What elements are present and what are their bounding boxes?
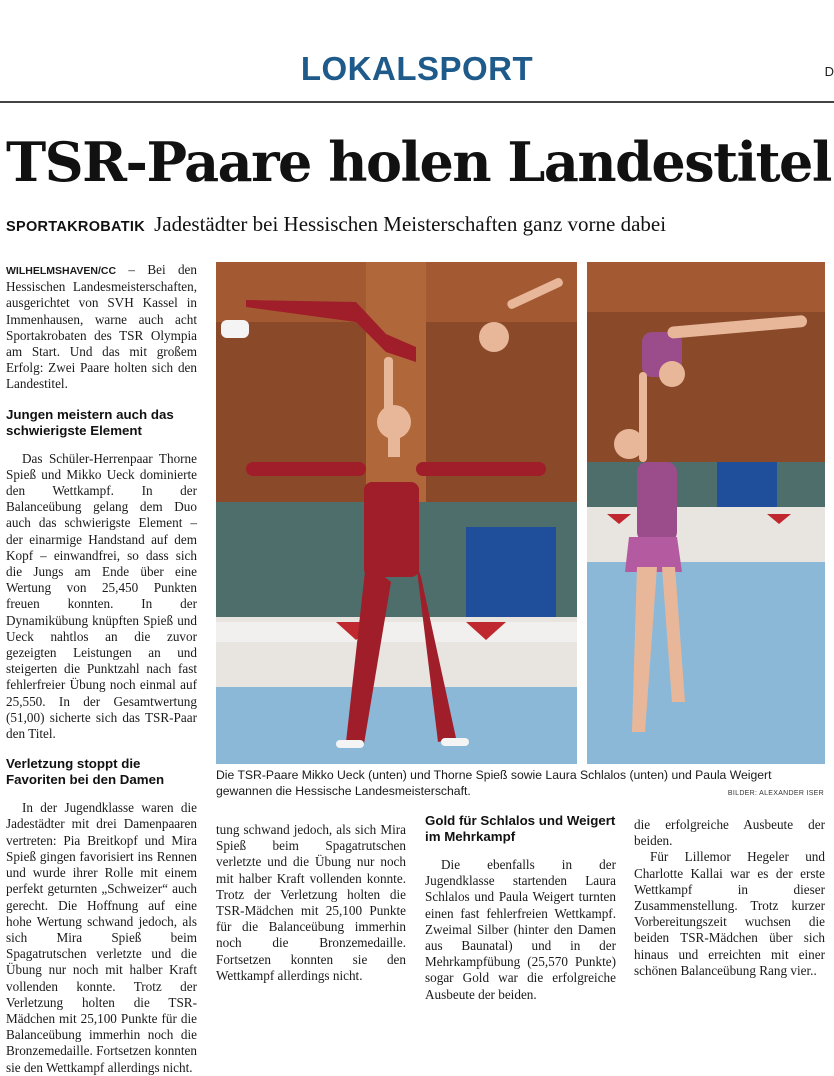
photo-caption: Die TSR-Paare Mikko Ueck (unten) und Thorne Spieß sowie Laura Schlalos (unten) und Paula Weigert gewannen die Hessische Landesmeisterschaft. — [216, 768, 772, 798]
photo-boys-pair — [216, 262, 577, 764]
page-header — [0, 0, 834, 104]
paragraph-verletzung: In der Jugendklasse waren die Jadestädter mit drei Damenpaaren vertreten: Pia Breitkopf und Mira Spieß gingen favorisiert ins Rennen und wurde ihrer Rolle mit einem perfekt geturnten „Schweizer“ auch gerecht. Die Hoffnung auf eine hohe Wertung schwand jedoch, als sich Mira Spieß beim Spagatrutschen verletzte und die Übung nur noch mit halber Kraft vollenden konnte. Trotz der Verletzung holten die TSR-Mädchen mit 25,100 Punkte für die Balanceübung immerhin noch die Bronzemedaille. Fortsetzen konnten sie den Wettkampf allerdings nicht. — [6, 800, 197, 1075]
paragraph-hegeler: Für Lillemor Hegeler und Charlotte Kallai war es der erste Wettkampf in dieser Zusammenstellung. Trotz kurzer Vorbereitungszeit wuchsen die beiden TSR-Mädchen über sich hinaus und erreichten mit einer schönen Balanceübung Rang vier.. — [634, 849, 825, 978]
paragraph-gold-cont: die erfolgreiche Ausbeute der beiden. — [634, 817, 825, 849]
article-column-3 — [425, 805, 616, 1002]
article-intro: WILHELMSHAVEN/CC – Bei den Hessischen Landesmeisterschaften, ausgerichtet von SVH Kassel in Immenhausen, warne auch acht Sportakrobaten des TSR Olympia am Start. Und das mit großem Erfolg: Zwei Paare holten sich den Landestitel. — [6, 262, 197, 392]
paragraph-jungen: Das Schüler-Herrenpaar Thorne Spieß und Mikko Ueck dominierte den Wettkampf. In der Balanceübung gelang dem Duo auch das schwierigste Element – der einarmige Handstand auf dem Kopf – einwandfrei, so dass sich die Jungs am Ende über eine Wertung von 25,450 Punkten freuen konnten. In der Dynamikübung knüpften Spieß und Ueck nahtlos an die zuvor gezeigten Leistungen an und steigerten die Punktzahl nach fast fehlerfreier Übung noch einmal auf 25,550. In der Gesamtwertung (51,00) sicherte sich das TSR-Paar den Titel. — [6, 450, 197, 742]
page-mark: D — [824, 64, 834, 79]
article-column-4 — [634, 817, 825, 979]
header-rule — [0, 101, 834, 103]
photo-credit: BILDER: ALEXANDER ISER — [727, 790, 824, 797]
article-kicker: SPORTAKROBATIK — [6, 219, 145, 235]
article-deck: Jadestädter bei Hessischen Meisterschaften ganz vorne dabei — [154, 212, 667, 236]
article-column-2 — [216, 822, 406, 984]
paragraph-gold: Die ebenfalls in der Jugendklasse startenden Laura Schlalos und Paula Weigert turnten einen fast fehlerfreien Wettkampf. Zweimal Silber (hinter den Damen aus Baunatal) und in der Mehrkampfübung (25,570 Punkte) sogar Gold war die erfolgreiche Ausbeute der beiden. — [425, 857, 616, 1002]
section-title: LOKALSPORT — [300, 50, 534, 87]
article-column-1 — [6, 262, 197, 1075]
paragraph-verletzung-cont: tung schwand jedoch, als sich Mira Spieß beim Spagatrutschen verletzte und die Übung nur noch mit halber Kraft vollenden konnte. Trotz der Verletzung holten die TSR-Mädchen mit 25,100 Punkte für die Balanceübung immerhin noch die Bronzemedaille. Fortsetzen konnten sie den Wettkampf allerdings nicht. — [216, 822, 406, 983]
photo-girls-pair — [587, 262, 825, 764]
article-subline — [6, 212, 666, 237]
subheading-gold: Gold für Schlalos und Weigert im Mehrkampf — [425, 813, 616, 844]
subheading-verletzung: Verletzung stoppt die Favoriten bei den Damen — [6, 756, 165, 788]
subheading-jungen: Jungen meistern auch das schwierigste Element — [6, 406, 174, 438]
article-headline: TSR-Paare holen Landestitel — [6, 130, 831, 194]
article-dateline: WILHELMSHAVEN/CC — [6, 265, 117, 277]
